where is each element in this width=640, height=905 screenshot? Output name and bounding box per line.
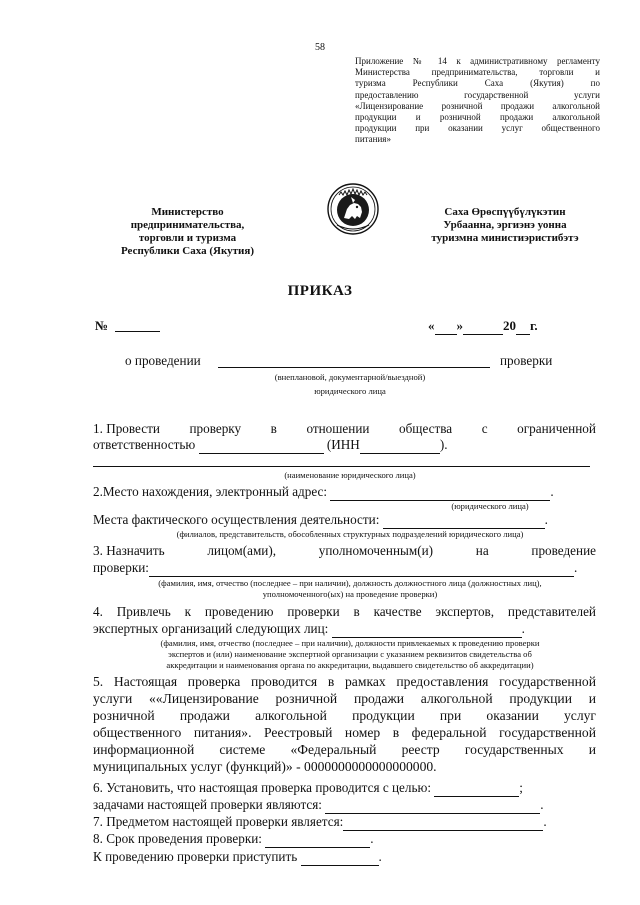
ministry-name-russian bbox=[95, 206, 280, 258]
p5-line: 5. Настоящая проверка проводится в рамках предоставления государственной bbox=[93, 674, 596, 689]
p3-word: 3. Назначить bbox=[93, 543, 165, 558]
p8-label: 8. Срок проведения проверки: bbox=[93, 831, 262, 846]
start-date-field[interactable] bbox=[301, 849, 379, 866]
ministry-line: предпринимательства, bbox=[130, 219, 245, 231]
places-end: . bbox=[544, 512, 548, 527]
p3-label: проверки: bbox=[93, 560, 149, 575]
appendix-line: предоставлению государственной услуги bbox=[355, 89, 600, 100]
p1-line1 bbox=[93, 421, 596, 437]
duration-field[interactable] bbox=[265, 831, 370, 848]
address-field[interactable] bbox=[330, 484, 550, 501]
date-quote-close: » bbox=[456, 318, 463, 333]
places-field[interactable] bbox=[383, 512, 545, 529]
p3-word: лицом(ами), bbox=[207, 543, 277, 558]
order-number-field[interactable] bbox=[115, 331, 160, 332]
experts-hint-2: экспертов и (или) наименование экспертной организации с указанием реквизитов свидетельства об bbox=[168, 649, 532, 659]
appendix-line: продукции и розничной продажи алкогольной bbox=[355, 112, 600, 123]
appendix-line: туризма Республики Саха (Якутия) по bbox=[355, 78, 600, 89]
p1-word: проверку bbox=[189, 421, 242, 436]
p7-end: . bbox=[543, 814, 547, 829]
p8-end: . bbox=[370, 831, 374, 846]
p1-word: в bbox=[270, 421, 277, 436]
p2-label: 2.Место нахождения, электронный адрес: bbox=[93, 484, 328, 499]
appendix-note bbox=[355, 56, 600, 146]
p5-line: розничной продажи алкогольной продукции при оказании услуг bbox=[93, 708, 596, 723]
ministry-name-sakha bbox=[400, 206, 610, 245]
inspectors-field[interactable] bbox=[149, 560, 574, 577]
ministry-line: туризмна министиэристибэтэ bbox=[431, 232, 579, 244]
page-number: 58 bbox=[315, 42, 325, 53]
company-name-hint: (наименование юридического лица) bbox=[284, 470, 416, 480]
order-number-sign: № bbox=[95, 318, 109, 333]
experts-hint-1: (фамилия, имя, отчество (последнее – при наличии), должности привлекаемых к проведению проверки bbox=[160, 638, 540, 648]
check-type-field[interactable] bbox=[218, 367, 490, 368]
p7-line bbox=[93, 814, 547, 831]
inspectors-hint-1: (фамилия, имя, отчество (последнее – при наличии), должность должностного лица (должностных лиц), bbox=[158, 578, 542, 588]
places-label: Места фактического осуществления деятельности: bbox=[93, 512, 380, 527]
p1-word: отношении bbox=[306, 421, 370, 436]
p2-line bbox=[93, 484, 554, 501]
p5-line: услуги ««Лицензирование розничной продажи алкогольной продукции и bbox=[93, 691, 596, 706]
company-name-field[interactable] bbox=[199, 437, 324, 454]
experts-hint-3: аккредитации и наименования органа по аккредитации, выдавшего свидетельство об аккредитации) bbox=[166, 660, 534, 670]
experts-field[interactable] bbox=[332, 621, 522, 638]
company-full-name-field[interactable] bbox=[93, 466, 590, 467]
ministry-line: Министерство bbox=[151, 206, 224, 218]
date-year-suffix: г. bbox=[530, 318, 538, 333]
p5-line: информационной системе «Федеральный реестр государственных и bbox=[93, 742, 596, 757]
p1-word: 1. Провести bbox=[93, 421, 160, 436]
p3-word: уполномоченным(и) bbox=[318, 543, 434, 558]
p1-inn-label: (ИНН bbox=[326, 437, 360, 452]
start-line bbox=[93, 849, 382, 866]
p6-end2: . bbox=[540, 797, 544, 812]
p3-word: проведение bbox=[531, 543, 596, 558]
p3-line1 bbox=[93, 543, 596, 559]
p6-tasks-label: задачами настоящей проверки являются: bbox=[93, 797, 322, 812]
p1-word: ограниченной bbox=[517, 421, 596, 436]
order-date bbox=[428, 318, 538, 335]
p2-end: . bbox=[550, 484, 554, 499]
ministry-line: Республики Саха (Якутия) bbox=[120, 245, 255, 257]
appendix-line: продукции при оказании услуг общественного bbox=[355, 123, 600, 134]
date-month-field[interactable] bbox=[463, 318, 503, 335]
p1-word: общества bbox=[399, 421, 453, 436]
p4-line1: 4. Привлечь к проведению проверки в качестве экспертов, представителей bbox=[93, 604, 596, 619]
p5-line: общественного питания». Реестровый номер в федеральной государственной bbox=[93, 725, 596, 740]
p1-label: ответственностью bbox=[93, 437, 196, 452]
p6-line2 bbox=[93, 797, 544, 814]
appendix-line: Приложение № 14 к административному регламенту bbox=[355, 56, 600, 66]
p5-registry-number: муниципальных услуг (функций)» - 0000000000000000000. bbox=[93, 759, 437, 774]
p6-end1: ; bbox=[519, 780, 523, 795]
header-check: проверки bbox=[500, 353, 553, 368]
check-subject-hint: юридического лица bbox=[314, 386, 386, 396]
places-hint: (филиалов, представительств, обособленных структурных подразделений юридического лица) bbox=[176, 529, 524, 539]
p1-end: ). bbox=[439, 437, 448, 452]
date-day-field[interactable] bbox=[435, 318, 457, 335]
places-line bbox=[93, 512, 548, 529]
appendix-line: Министерства предпринимательства, торговли и bbox=[355, 67, 600, 78]
p3-word: на bbox=[475, 543, 489, 558]
p6-label: 6. Установить, что настоящая проверка проводится с целью: bbox=[93, 780, 431, 795]
p1-word: с bbox=[481, 421, 488, 436]
p3-end: . bbox=[573, 560, 578, 575]
date-year-field[interactable] bbox=[516, 318, 530, 335]
ministry-line: Саха Өрөспүүбүлүкэтин bbox=[444, 206, 566, 218]
date-year-prefix: 20 bbox=[503, 318, 516, 333]
inn-field[interactable] bbox=[360, 437, 440, 454]
appendix-line: «Лицензирование розничной продажи алкогольной bbox=[355, 100, 600, 111]
coat-of-arms-emblem-icon bbox=[327, 183, 379, 235]
p4-label: экспертных организаций следующих лиц: bbox=[93, 621, 329, 636]
ministry-line: Урбаанна, эргиэнэ уонна bbox=[443, 219, 567, 231]
appendix-line: питания» bbox=[355, 134, 391, 145]
order-title: ПРИКАЗ bbox=[287, 283, 353, 299]
subject-field[interactable] bbox=[343, 814, 543, 831]
address-hint: (юридического лица) bbox=[451, 501, 529, 511]
start-end: . bbox=[378, 849, 382, 864]
p3-line2 bbox=[93, 560, 577, 577]
p6-line1 bbox=[93, 780, 523, 797]
check-type-hint: (внеплановой, документарной/выездной) bbox=[274, 372, 426, 382]
p7-label: 7. Предметом настоящей проверки является: bbox=[93, 814, 344, 829]
ministry-line: торговли и туризма bbox=[138, 232, 237, 244]
p4-line2 bbox=[93, 621, 525, 638]
tasks-field[interactable] bbox=[325, 797, 540, 814]
p1-line2 bbox=[93, 437, 448, 454]
inspectors-hint-2: уполномоченного(ых) на проведение проверки) bbox=[262, 589, 438, 599]
purpose-field[interactable] bbox=[434, 780, 519, 797]
p8-line bbox=[93, 831, 374, 848]
p4-end: . bbox=[521, 621, 525, 636]
date-quote-open: « bbox=[428, 318, 435, 333]
header-about: о проведении bbox=[125, 353, 201, 368]
start-label: К проведению проверки приступить bbox=[93, 849, 298, 864]
